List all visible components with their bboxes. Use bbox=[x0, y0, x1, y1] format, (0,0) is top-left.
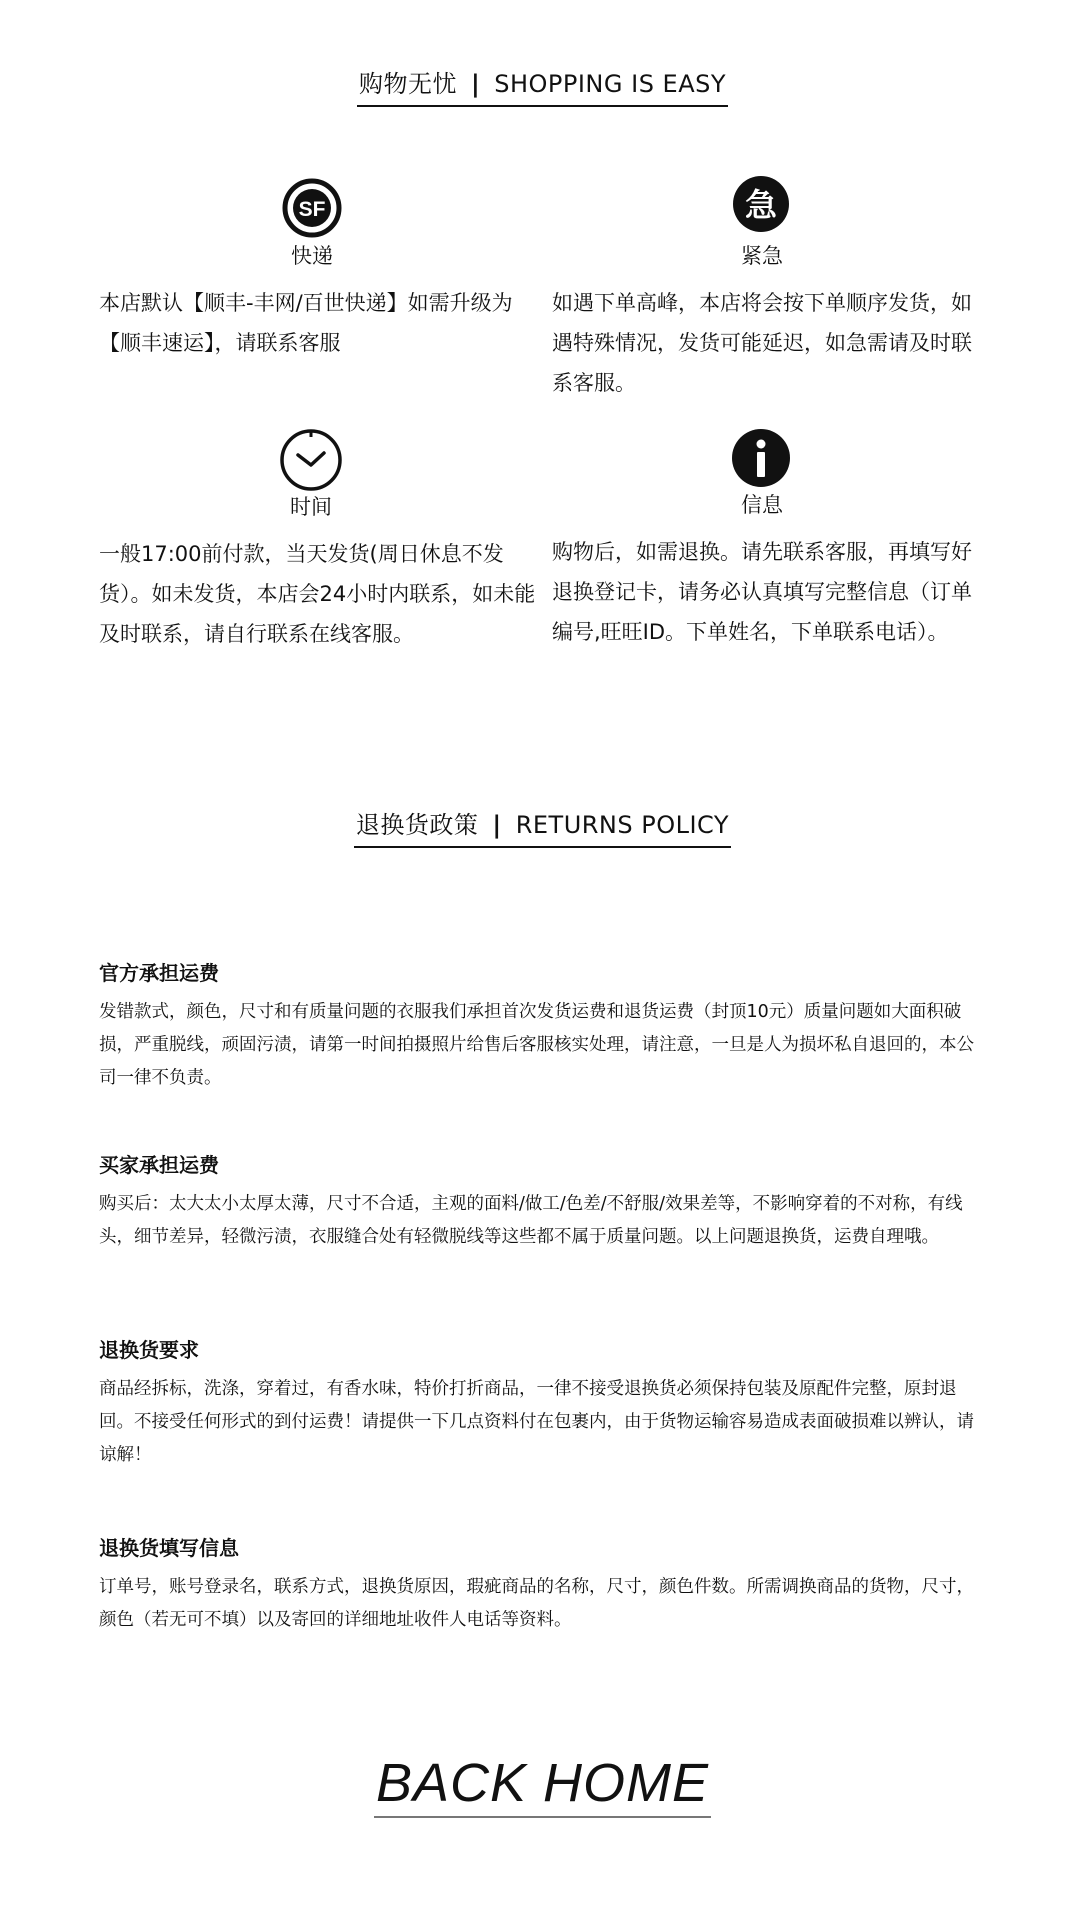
svg-text:急: 急 bbox=[744, 186, 778, 224]
feature-urgent bbox=[552, 175, 992, 405]
shopping-title-en: SHOPPING IS EASY bbox=[494, 70, 727, 98]
returns-title-underline bbox=[354, 805, 731, 848]
feature-express-desc: 本店默认【顺丰-丰网/百世快递】如需升级为【顺丰速运】，请联系客服 bbox=[99, 291, 513, 355]
feature-info-desc: 购物后，如需退换。请先联系客服，再填写好退换登记卡，请务必认真填写完整信息（订单编号,旺旺ID。下单姓名，下单联系电话）。 bbox=[552, 540, 972, 644]
feature-express bbox=[99, 178, 539, 378]
shopping-section-title bbox=[0, 64, 1085, 107]
policy-title: 官方承担运费 bbox=[99, 961, 219, 985]
returns-section-title bbox=[0, 805, 1085, 848]
policy-buyer-shipping bbox=[99, 1149, 979, 1254]
returns-title-cn: 退换货政策 bbox=[355, 811, 479, 839]
urgent-icon bbox=[732, 175, 796, 239]
shopping-title-cn: 购物无忧 bbox=[358, 70, 457, 98]
policy-body: 购买后：太大太小太厚太薄，尺寸不合适，主观的面料/做工/色差/不舒服/效果差等，不影响穿着的不对称，有线头，细节差异，轻微污渍，衣服缝合处有轻微脱线等这些都不属于质量问题。以上问题退换货，运费自理哦。 bbox=[99, 1194, 963, 1247]
policy-body: 商品经拆标，洗涤，穿着过，有香水味，特价打折商品，一律不接受退换货必须保持包装及原配件完整，原封退回。不接受任何形式的到付运费！请提供一下几点资料付在包裹内，由于货物运输容易造成表面破损难以辨认，请谅解！ bbox=[99, 1379, 974, 1465]
feature-urgent-label: 紧急 bbox=[741, 244, 783, 268]
returns-title-en: RETURNS POLICY bbox=[515, 811, 730, 839]
title-separator: | bbox=[470, 70, 481, 98]
shopping-title-underline bbox=[357, 64, 728, 107]
title-separator: | bbox=[492, 811, 502, 839]
feature-urgent-desc: 如遇下单高峰，本店将会按下单顺序发货，如遇特殊情况，发货可能延迟，如急需请及时联系客服。 bbox=[552, 291, 972, 395]
svg-text:SF: SF bbox=[298, 198, 326, 221]
policy-title: 买家承担运费 bbox=[99, 1153, 219, 1177]
feature-express-label: 快递 bbox=[291, 244, 333, 268]
sf-express-icon bbox=[282, 178, 346, 242]
info-icon bbox=[731, 428, 795, 492]
back-home-container bbox=[0, 1752, 1085, 1818]
policy-title: 退换货要求 bbox=[99, 1338, 199, 1362]
clock-icon bbox=[279, 428, 343, 492]
back-home-button[interactable]: BACK HOME bbox=[374, 1752, 711, 1818]
policy-return-requirements bbox=[99, 1334, 979, 1472]
feature-info-label: 信息 bbox=[741, 493, 783, 517]
policy-body: 发错款式，颜色，尺寸和有质量问题的衣服我们承担首次发货运费和退货运费（封顶10元）质量问题如大面积破损，严重脱线，顽固污渍，请第一时间拍摄照片给售后客服核实处理，请注意，一旦是人为损坏私自退回的，本公司一律不负责。 bbox=[99, 1002, 974, 1088]
policy-body: 订单号，账号登录名，联系方式，退换货原因，瑕疵商品的名称，尺寸，颜色件数。所需调换商品的货物，尺寸，颜色（若无可不填）以及寄回的详细地址收件人电话等资料。 bbox=[99, 1577, 974, 1630]
feature-time bbox=[99, 428, 539, 668]
feature-time-desc: 一般17:00前付款，当天发货(周日休息不发货）。如未发货，本店会24小时内联系，如未能及时联系，请自行联系在线客服。 bbox=[99, 542, 536, 646]
policy-return-info bbox=[99, 1532, 979, 1637]
policy-title: 退换货填写信息 bbox=[99, 1536, 239, 1560]
policy-official-shipping bbox=[99, 957, 979, 1095]
feature-time-label: 时间 bbox=[290, 495, 332, 519]
feature-info bbox=[552, 428, 992, 698]
